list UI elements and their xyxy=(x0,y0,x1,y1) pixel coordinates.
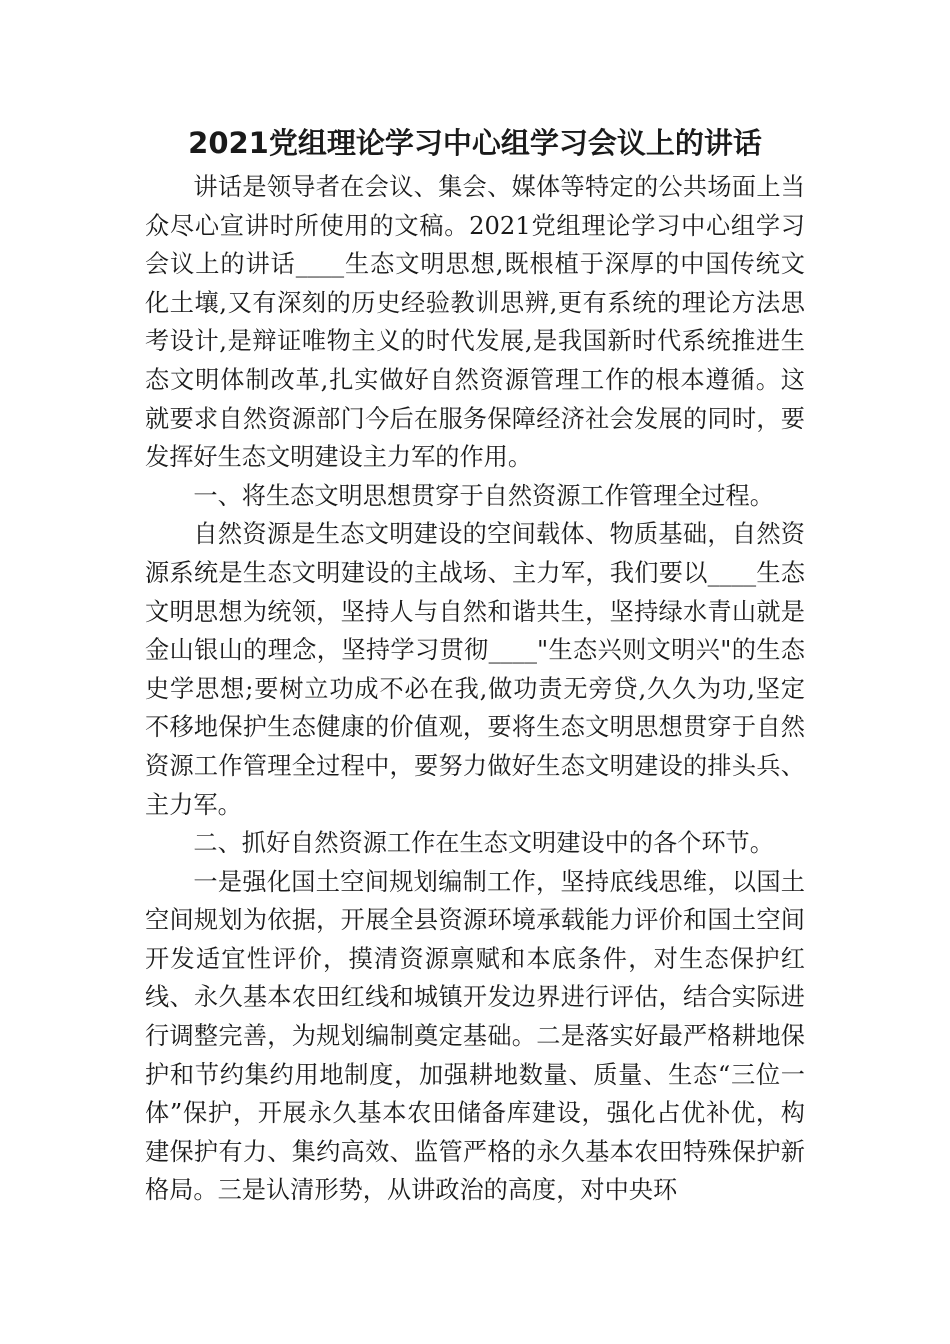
document-title: 2021党组理论学习中心组学习会议上的讲话 xyxy=(188,126,762,160)
section-heading-2: 二、抓好自然资源工作在生态文明建设中的各个环节。 xyxy=(193,829,774,858)
intro-paragraph: 讲话是领导者在会议、集会、媒体等特定的公共场面上当众尽心宣讲时所使用的文稿。2021党组理论学习中心组学习会议上的讲话____生态文明思想,既根植于深厚的中国传统文化土壤,又有深刻的历史经验教训思辨,更有系统的理论方法思考设计,是辩证唯物主义的时代发展,是我国新时代系统推进生态文明体制改革,扎实做好自然资源管理工作的根本遵循。这就要求自然资源部门今后在服务保障经济社会发展的同时，要发挥好生态文明建设主力军的作用。 xyxy=(145,173,805,472)
document-page xyxy=(145,118,805,1210)
section-heading-1: 一、将生态文明思想贯穿于自然资源工作管理全过程。 xyxy=(193,481,774,510)
section-2-paragraph: 一是强化国土空间规划编制工作，坚持底线思维，以国土空间规划为依据，开展全县资源环境承载能力评价和国土空间开发适宜性评价，摸清资源禀赋和本底条件，对生态保护红线、永久基本农田红线和城镇开发边界进行评估，结合实际进行调整完善，为规划编制奠定基础。二是落实好最严格耕地保护和节约集约用地制度，加强耕地数量、质量、生态“三位一体”保护，开展永久基本农田储备库建设，强化占优补优，构建保护有力、集约高效、监管严格的永久基本农田特殊保护新格局。三是认清形势，从讲政治的高度，对中央环 xyxy=(145,867,805,1205)
section-1-paragraph: 自然资源是生态文明建设的空间载体、物质基础，自然资源系统是生态文明建设的主战场、主力军，我们要以____生态文明思想为统领，坚持人与自然和谐共生，坚持绿水青山就是金山银山的理念，坚持学习贯彻____"生态兴则文明兴"的生态史学思想;要树立功成不必在我,做功责无旁贷,久久为功,坚定不移地保护生态健康的价值观，要将生态文明思想贯穿于自然资源工作管理全过程中，要努力做好生态文明建设的排头兵、主力军。 xyxy=(145,520,805,819)
